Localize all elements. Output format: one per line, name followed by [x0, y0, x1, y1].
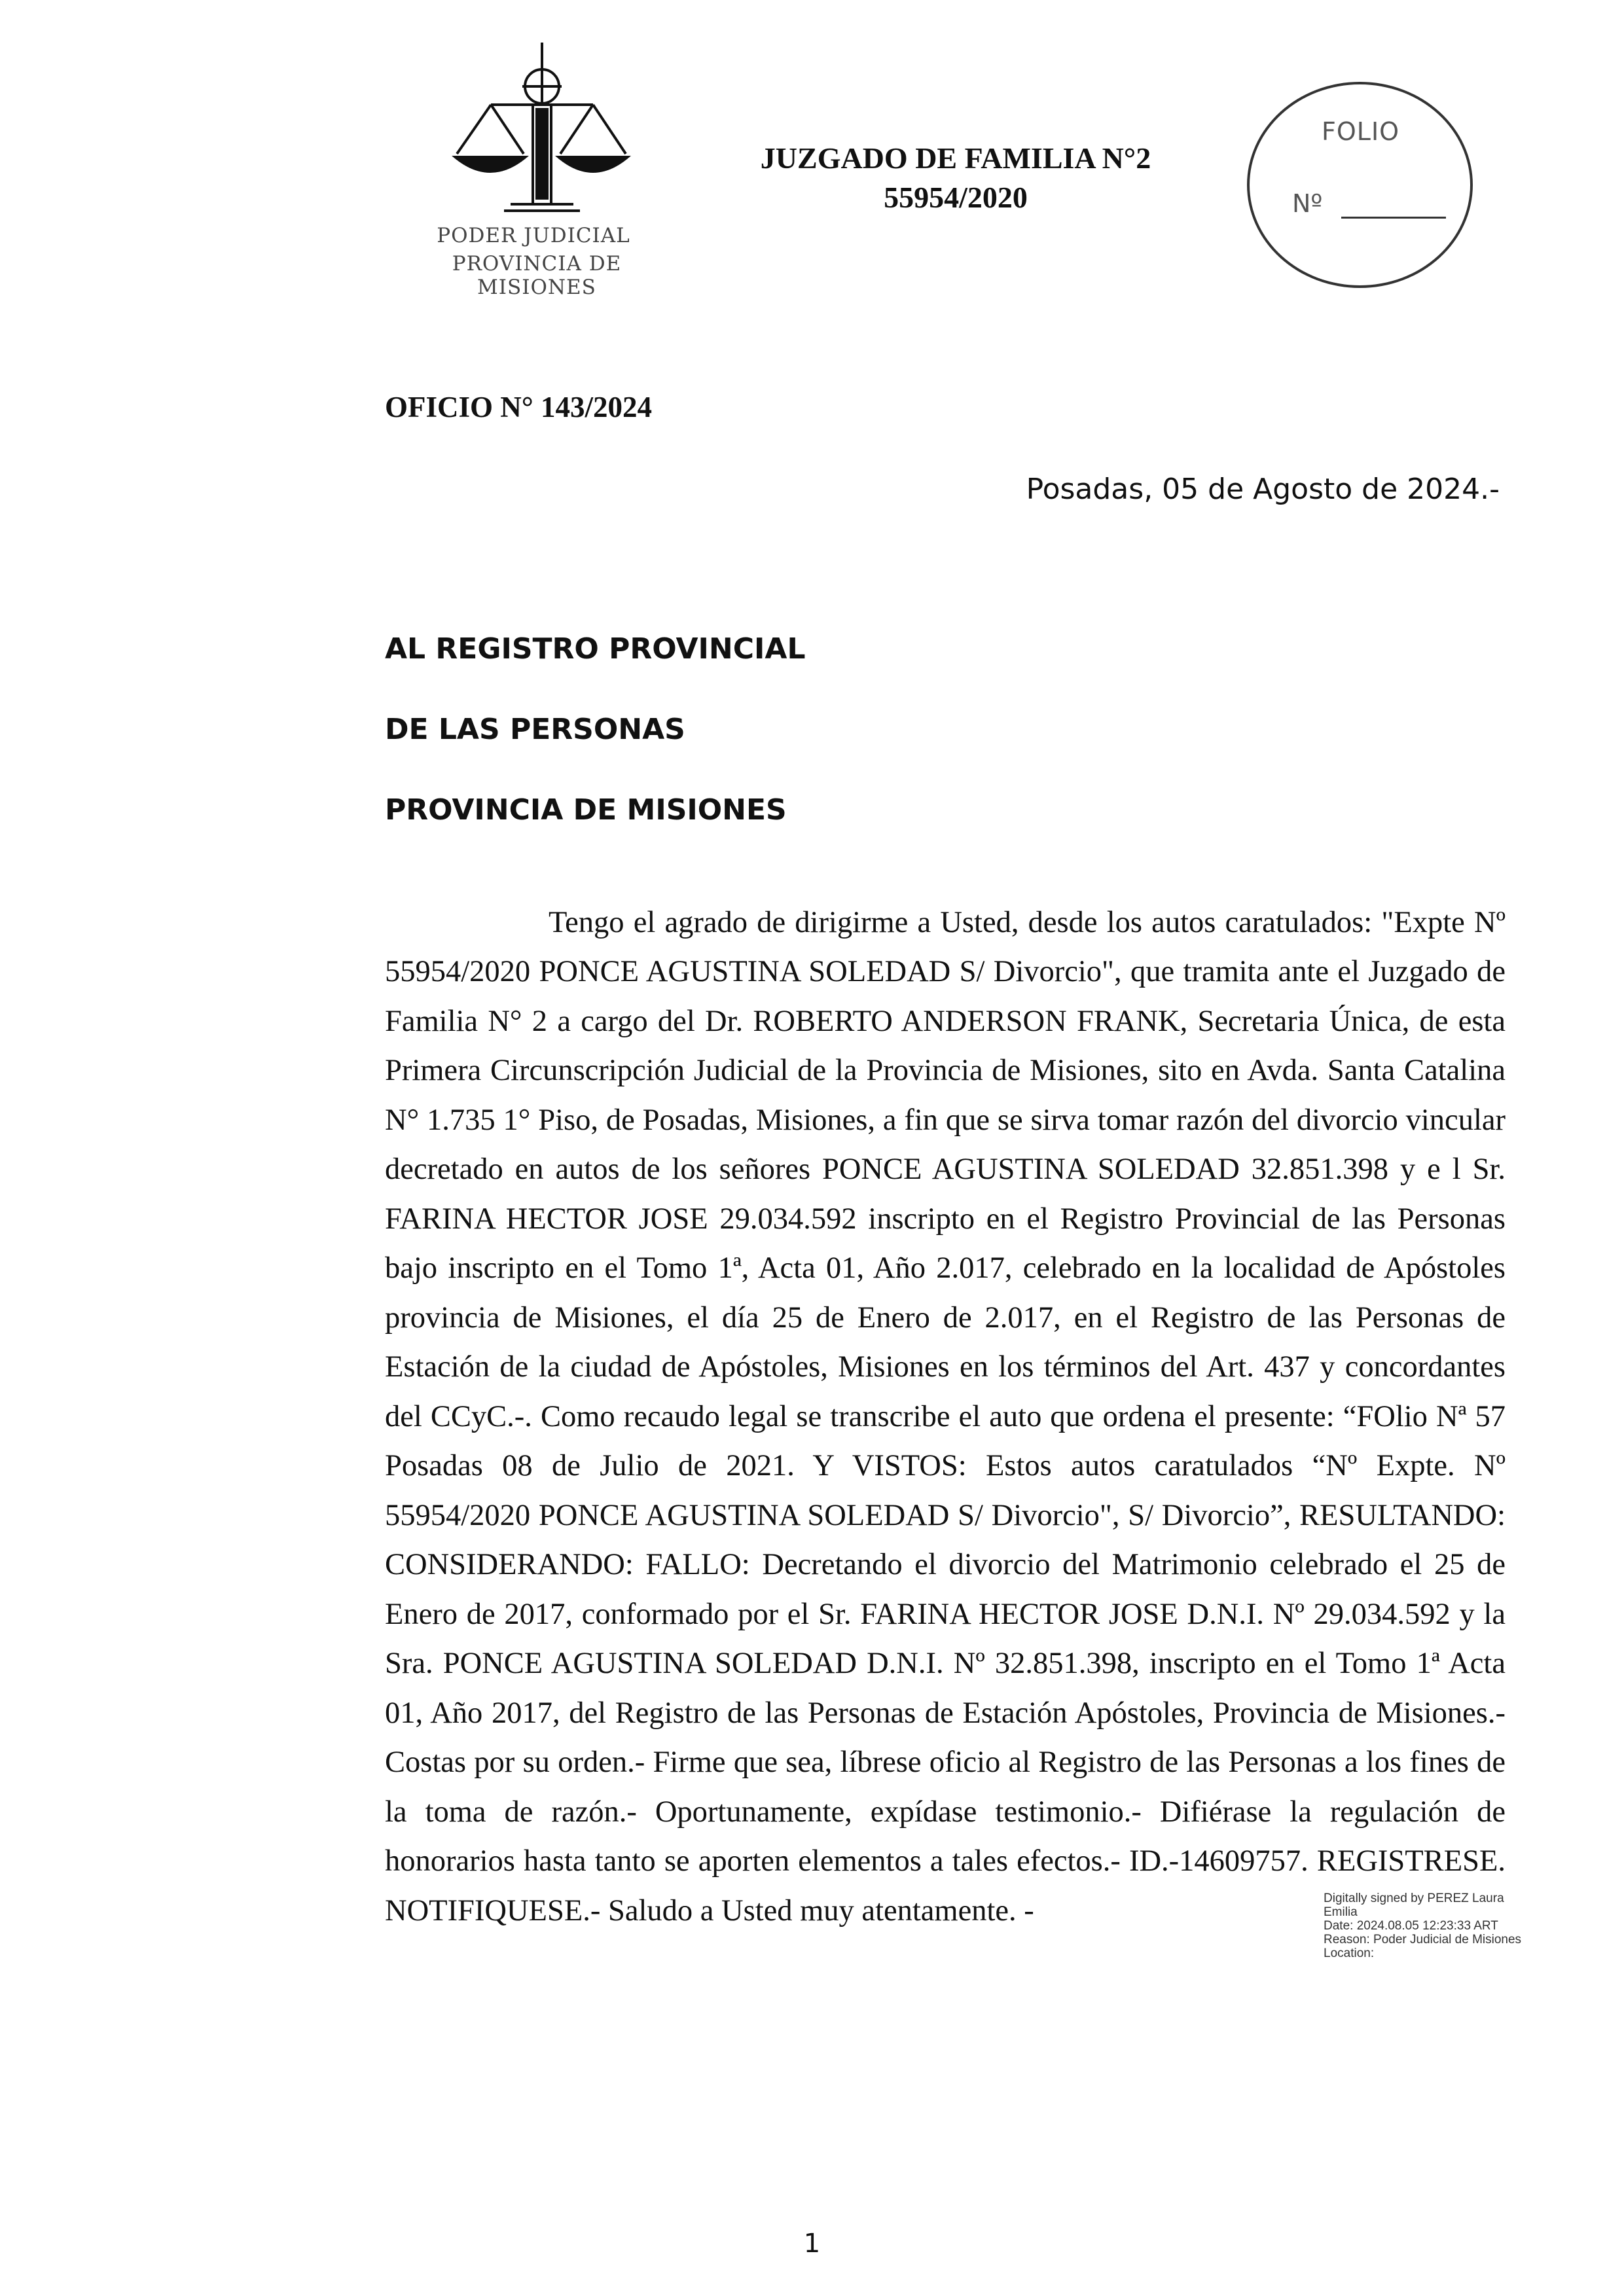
case-number: 55954/2020 — [884, 181, 1028, 214]
folio-blank-line — [1341, 217, 1446, 219]
court-name: JUZGADO DE FAMILIA N°2 — [760, 141, 1151, 175]
recipient-line-2: DE LAS PERSONAS — [385, 713, 685, 746]
recipient-line-1: AL REGISTRO PROVINCIAL — [385, 632, 806, 666]
judiciary-logo — [399, 39, 681, 299]
folio-stamp — [1247, 82, 1473, 288]
recipient-line-3: PROVINCIA DE MISIONES — [385, 793, 787, 827]
logo-text-provincia: PROVINCIA DE MISIONES — [452, 252, 622, 299]
digital-signature — [1324, 1892, 1540, 1960]
body-paragraph: Tengo el agrado de dirigirme a Usted, desde los autos caratulados: "Expte Nº 55954/2020 PONCE AGUSTINA SOLEDAD S/ Divorcio", que tramita ante el Juzgado de Familia N° 2 a cargo del Dr. ROBERTO ANDERSON FRANK, Secretaria Única, de esta Primera Circunscripción Judicial de la Provincia de Misiones, sito en Avda. Santa Catalina N° 1.735 1° Piso, de Posadas, Misiones, a fin que se sirva tomar razón del divorcio vincular decretado en autos de los señores PONCE AGUSTINA SOLEDAD 32.851.398 y e l Sr. FARINA HECTOR JOSE 29.034.592 inscripto en el Registro Provincial de las Personas bajo inscripto en el Tomo 1ª, Acta 01, Año 2.017, celebrado en la localidad de Apóstoles provincia de Misiones, el día 25 de Enero de 2.017, en el Registro de las Personas de Estación de la ciudad de Apóstoles, Misiones en los términos del Art. 437 y concordantes del CCyC.-. Como recaudo legal se transcribe el auto que ordena el presente: “FOlio Nª 57 Posadas 08 de Julio de 2021. Y VISTOS: Estos autos caratulados “Nº Expte. Nº 55954/2020 PONCE AGUSTINA SOLEDAD S/ Divorcio", S/ Divorcio”, RESULTANDO: CONSIDERANDO: FALLO: Decretando el divorcio del Matrimonio celebrado el 25 de Enero de 2017, conformado por el Sr. FARINA HECTOR JOSE D.N.I. Nº 29.034.592 y la Sra. PONCE AGUSTINA SOLEDAD D.N.I. Nº 32.851.398, inscripto en el Tomo 1ª Acta 01, Año 2017, del Registro de las Personas de Estación Apóstoles, Provincia de Misiones.- Costas por su orden.- Firme que sea, líbrese oficio al Registro de las Personas a los fines de la toma de razón.- Oportunamente, expídase testimonio.- Difiérase la regulación de honorarios hasta tanto se aporten elementos a tales efectos.- ID.-14609757. REGISTRESE. NOTIFIQUESE.- Saludo a Usted muy atentamente. - — [385, 905, 1506, 1928]
folio-label: FOLIO — [1322, 117, 1400, 146]
signature-line: Digitally signed by PEREZ Laura — [1324, 1892, 1504, 1905]
logo-text-poder-judicial: PODER JUDICIAL — [437, 224, 630, 247]
document-date: Posadas, 05 de Agosto de 2024.- — [1026, 473, 1500, 506]
court-header — [707, 139, 1204, 217]
oficio-number: OFICIO N° 143/2024 — [385, 391, 653, 423]
signature-line: Date: 2024.08.05 12:23:33 ART — [1324, 1919, 1498, 1933]
signature-line: Reason: Poder Judicial de Misiones — [1324, 1933, 1522, 1946]
signature-line: Emilia — [1324, 1905, 1358, 1919]
signature-line: Location: — [1324, 1946, 1375, 1960]
page-number: 1 — [803, 2229, 821, 2259]
folio-number-label: Nº — [1292, 189, 1323, 218]
scales-of-justice-icon — [425, 39, 648, 216]
